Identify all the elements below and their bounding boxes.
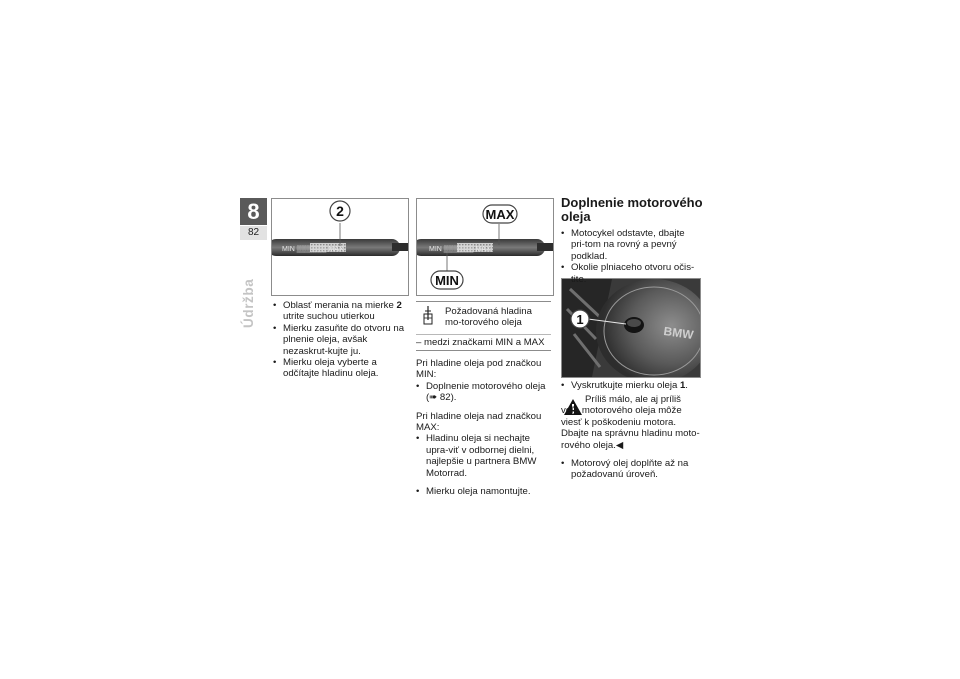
list-item: • Vyskrutkujte mierku oleja 1.: [561, 380, 701, 391]
paragraph: Pri hladine oleja nad značkou MAX:: [416, 410, 542, 434]
callout-2: 2: [336, 203, 344, 219]
engine-logo-text: BMW: [662, 324, 695, 343]
list-item: • Hladinu oleja si nechajte upra-viť v odbornej dielni, najlepšie u partnera BMW Motorrad.: [416, 433, 552, 479]
warning-block: [561, 394, 701, 481]
figure-dipstick-min-max: [416, 198, 554, 296]
section-heading: Doplnenie motorového oleja: [561, 195, 703, 224]
instructions-column-3: [561, 228, 701, 285]
paragraph: Pri hladine oleja pod značkou MIN:: [416, 358, 542, 381]
page-number: 82: [240, 226, 267, 240]
list-item: • Mierku zasuňte do otvoru na plnenie oleja, avšak nezaskrut-kujte ju.: [273, 323, 409, 357]
callout-max: MAX: [485, 207, 515, 222]
list-item: • Oblasť merania na mierke 2 utrite suchou utierkou: [273, 300, 409, 323]
chapter-number: 8: [240, 198, 267, 225]
list-item: • Mierku oleja vyberte a odčítajte hladinu oleja.: [273, 357, 409, 380]
section-title: Údržba: [241, 278, 256, 328]
figure-engine-filler: [561, 278, 701, 378]
dipstick-scale: MIN ▒▒▒▒▒▒ MAX: [429, 246, 491, 253]
instructions-column-1: [273, 300, 409, 380]
list-item: • Doplnenie motorového oleja (➠ 82).: [416, 381, 552, 404]
spec-label: Požadovaná hladina mo-torového oleja: [445, 306, 532, 329]
list-item: • Okolie plniaceho otvoru očis-tite.: [561, 262, 701, 285]
callout-min: MIN: [435, 273, 459, 288]
warning-note: Dbajte na správnu hladinu moto-rového oleja.◀: [561, 428, 700, 451]
spec-divider: [416, 334, 551, 335]
oil-level-icon: [422, 306, 434, 326]
figure-dipstick-measure: [271, 198, 409, 296]
list-item: • Motorový olej doplňte až na požadovanú úroveň.: [561, 458, 701, 481]
list-item: • Mierku oleja namontujte.: [416, 486, 552, 497]
list-item: • Motocykel odstavte, dbajte pri-tom na rovný a pevný podklad.: [561, 228, 701, 262]
instructions-column-2: [416, 358, 552, 497]
instructions-column-3-lower: [561, 380, 701, 391]
callout-1: 1: [576, 312, 584, 327]
dipstick-scale: MIN ▒▒▒▒▒▒ MAX: [282, 246, 344, 253]
spec-value: – medzi značkami MIN a MAX: [416, 337, 545, 348]
warning-text: Príliš málo, ale aj príliš veľa motorového oleja môže viesť k poškodeniu motora.: [561, 394, 682, 428]
